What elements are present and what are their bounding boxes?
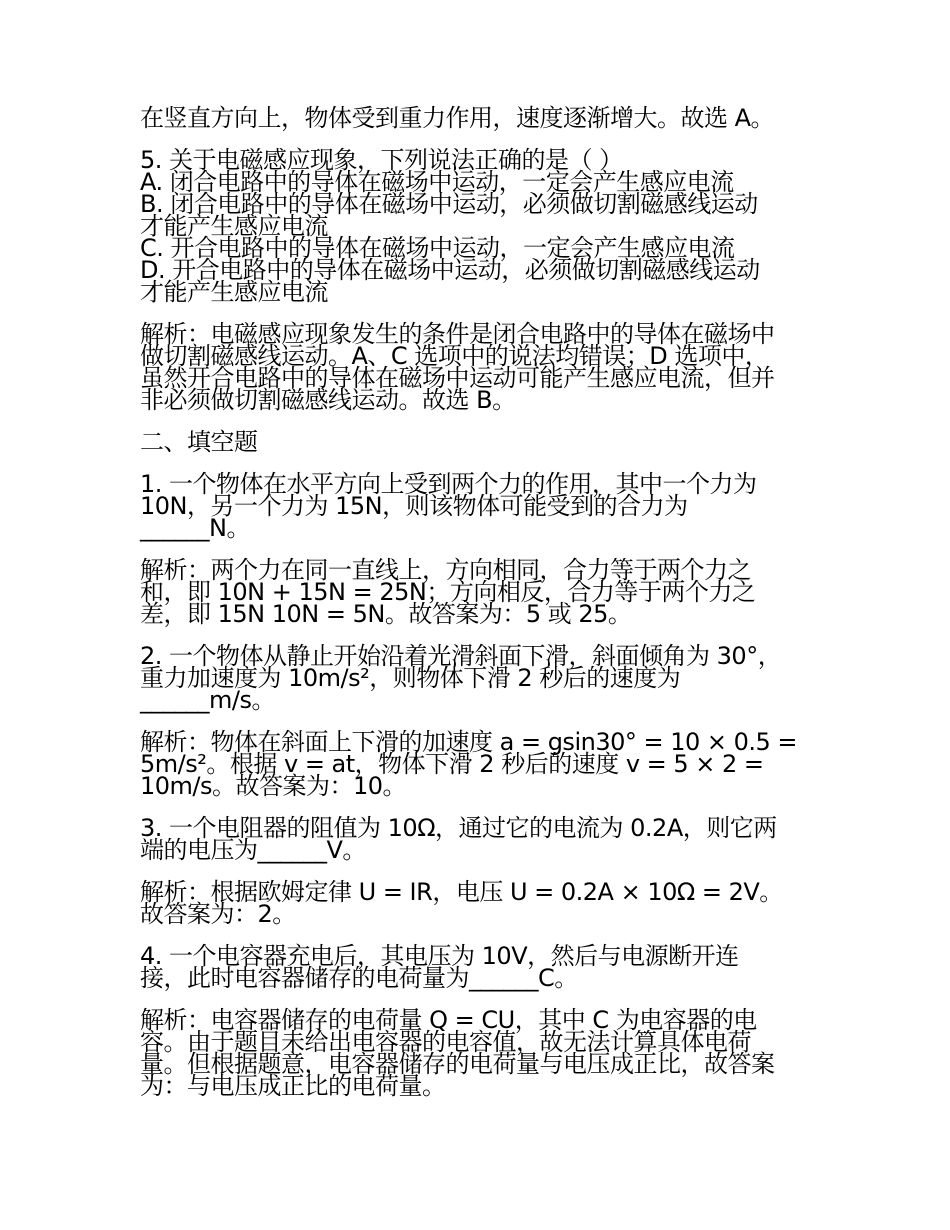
document-paragraph xyxy=(140,428,820,456)
text-line: C. 开合电路中的导体在磁场中运动，一定会产生感应电流 xyxy=(140,234,735,262)
document-paragraph xyxy=(140,146,820,306)
text-line: 5m/s²。根据 v = at，物体下滑 2 秒后的速度 v = 5 × 2 = xyxy=(140,750,764,778)
document-paragraph xyxy=(140,942,820,992)
document-paragraph xyxy=(140,878,820,928)
document-paragraph xyxy=(140,814,820,864)
document-paragraph xyxy=(140,470,820,542)
text-line: 为：与电压成正比的电荷量。 xyxy=(140,1072,446,1100)
text-line: 故答案为：2。 xyxy=(140,900,296,928)
text-line: 二、填空题 xyxy=(140,428,258,456)
text-line: 差，即 15N 10N = 5N。故答案为：5 或 25。 xyxy=(140,600,632,628)
text-line: 接，此时电容器储存的电荷量为______C。 xyxy=(140,964,578,992)
text-line: 容。由于题目未给出电容器的电容值，故无法计算具体电荷 xyxy=(140,1028,751,1056)
text-line: B. 闭合电路中的导体在磁场中运动，必须做切割磁感线运动 xyxy=(140,190,758,218)
document-paragraph xyxy=(140,556,820,628)
text-line: 非必须做切割磁感线运动。故选 B。 xyxy=(140,386,516,414)
text-line: 端的电压为______V。 xyxy=(140,836,366,864)
text-line: 才能产生感应电流 xyxy=(140,278,328,306)
document-paragraph xyxy=(140,1006,820,1100)
text-line: 解析：电容器储存的电荷量 Q = CU，其中 C 为电容器的电 xyxy=(140,1006,757,1034)
text-line: 才能产生感应电流 xyxy=(140,212,328,240)
text-line: 量。但根据题意，电容器储存的电荷量与电压成正比，故答案 xyxy=(140,1050,775,1078)
text-line: 在竖直方向上，物体受到重力作用，速度逐渐增大。故选 A。 xyxy=(140,104,775,132)
document-paragraph xyxy=(140,320,820,414)
text-line: 做切割磁感线运动。A、C 选项中的说法均错误；D 选项中， xyxy=(140,342,769,370)
document-body xyxy=(140,104,820,1117)
text-line: ______N。 xyxy=(140,514,250,542)
text-line: 2. 一个物体从静止开始沿着光滑斜面下滑，斜面倾角为 30°， xyxy=(140,642,782,670)
text-line: 1. 一个物体在水平方向上受到两个力的作用，其中一个力为 xyxy=(140,470,757,498)
text-line: A. 闭合电路中的导体在磁场中运动，一定会产生感应电流 xyxy=(140,168,734,196)
text-line: D. 开合电路中的导体在磁场中运动，必须做切割磁感线运动 xyxy=(140,256,760,284)
text-line: 和，即 10N + 15N = 25N；方向相反，合力等于两个力之 xyxy=(140,578,756,606)
document-paragraph xyxy=(140,104,820,132)
text-line: 解析：根据欧姆定律 U = IR，电压 U = 0.2A × 10Ω = 2V。 xyxy=(140,878,783,906)
text-line: 解析：两个力在同一直线上，方向相同，合力等于两个力之 xyxy=(140,556,751,584)
text-line: 10N，另一个力为 15N，则该物体可能受到的合力为 xyxy=(140,492,688,520)
document-paragraph xyxy=(140,728,820,800)
document-paragraph xyxy=(140,642,820,714)
text-line: ______m/s。 xyxy=(140,686,275,714)
text-line: 3. 一个电阻器的阻值为 10Ω，通过它的电流为 0.2A，则它两 xyxy=(140,814,777,842)
text-line: 10m/s。故答案为：10。 xyxy=(140,772,407,800)
text-line: 5. 关于电磁感应现象，下列说法正确的是（ ） xyxy=(140,146,623,174)
text-line: 重力加速度为 10m/s²，则物体下滑 2 秒后的速度为 xyxy=(140,664,681,692)
text-line: 解析：电磁感应现象发生的条件是闭合电路中的导体在磁场中 xyxy=(140,320,775,348)
text-line: 解析：物体在斜面上下滑的加速度 a = gsin30° = 10 × 0.5 = xyxy=(140,728,798,756)
text-line: 4. 一个电容器充电后，其电压为 10V，然后与电源断开连 xyxy=(140,942,739,970)
text-line: 虽然开合电路中的导体在磁场中运动可能产生感应电流，但并 xyxy=(140,364,775,392)
